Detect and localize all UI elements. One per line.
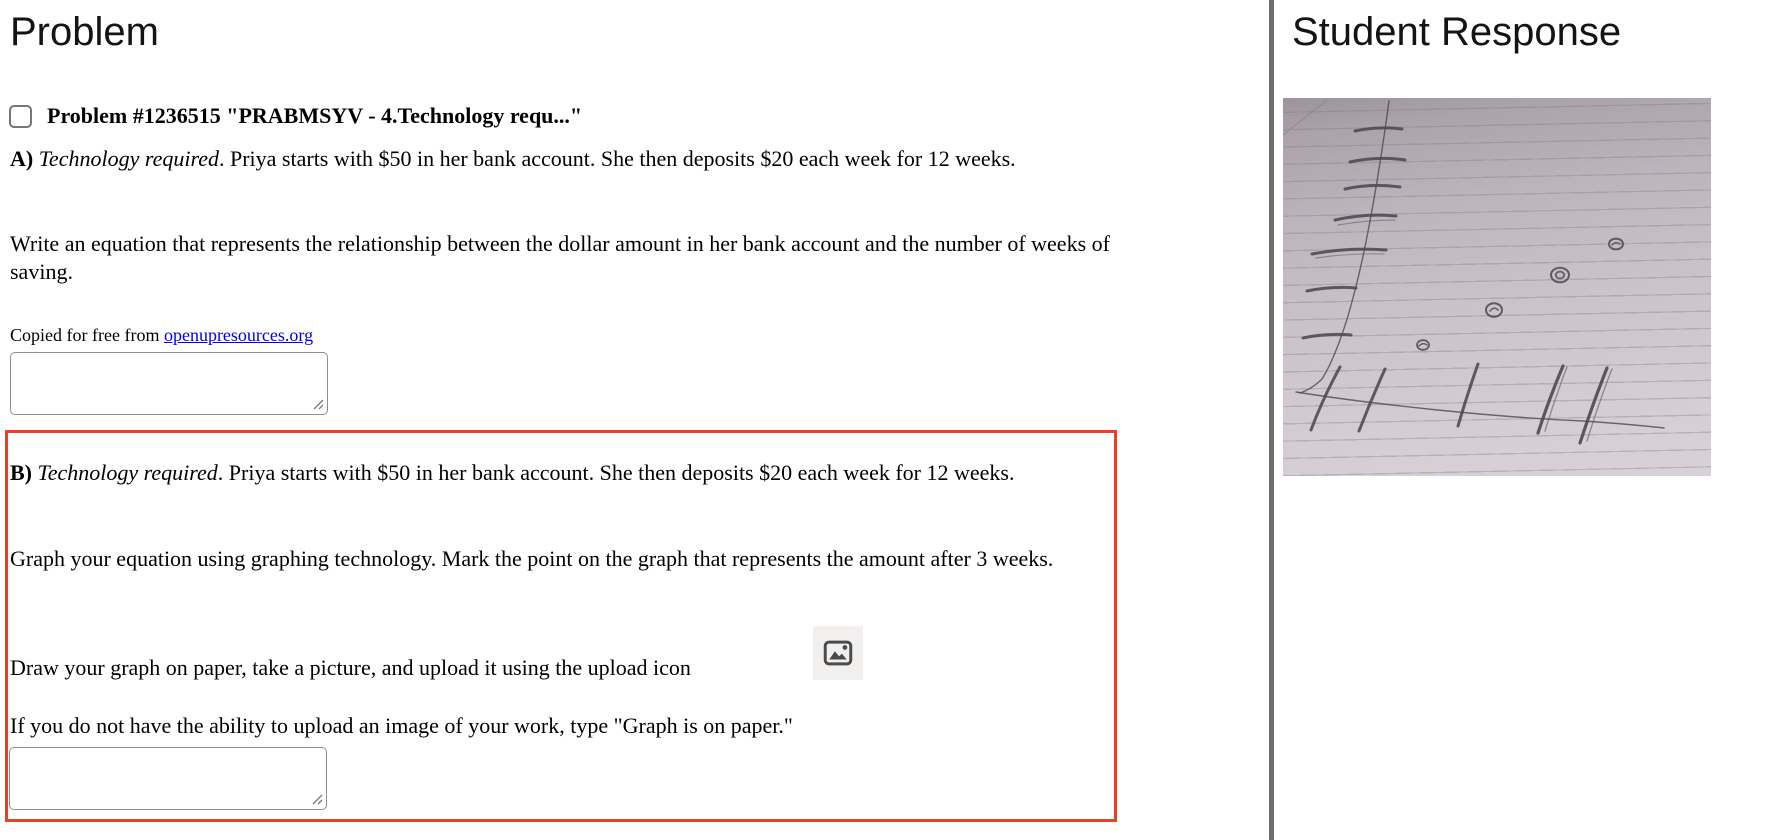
part-a-italic: Technology required	[38, 146, 219, 171]
response-panel-title: Student Response	[1292, 10, 1622, 54]
part-a-body: . Priya starts with $50 in her bank account. She then deposits $20 each week for 12 weeks.	[218, 146, 1016, 171]
image-upload-icon	[813, 626, 863, 680]
attribution-line	[10, 324, 313, 346]
problem-select-checkbox[interactable]	[9, 105, 32, 128]
part-b-fallback-prompt: If you do not have the ability to upload an image of your work, type "Graph is on paper."	[10, 713, 793, 738]
student-response-image[interactable]	[1283, 98, 1711, 476]
part-a-prompt: Write an equation that represents the relationship between the dollar amount in her bank account and the number of weeks of saving.	[10, 231, 1110, 284]
part-a-statement	[10, 145, 1110, 173]
part-a-answer-wrap	[10, 352, 328, 415]
part-a-answer-textarea[interactable]	[10, 352, 328, 415]
part-b-label: B)	[10, 460, 32, 485]
problem-number-title: Problem #1236515 "PRABMSYV - 4.Technology requ..."	[47, 103, 583, 128]
part-b-answer-wrap	[9, 747, 327, 810]
hand-drawn-graph	[1283, 98, 1711, 476]
attribution-text: Copied for free from	[10, 325, 160, 345]
part-b-body: . Priya starts with $50 in her bank account. She then deposits $20 each week for 12 weeks.	[217, 460, 1015, 485]
part-b-statement	[10, 459, 1095, 487]
part-b-graph-prompt: Graph your equation using graphing technology. Mark the point on the graph that represents the amount after 3 weeks.	[10, 546, 1054, 571]
panel-divider	[1269, 0, 1274, 840]
part-a-label: A)	[10, 146, 34, 171]
image-icon-glyph	[821, 636, 855, 670]
attribution-link[interactable]: openupresources.org	[163, 325, 314, 345]
problem-panel-title: Problem	[10, 10, 159, 54]
part-b-answer-textarea[interactable]	[9, 747, 327, 810]
part-b-italic: Technology required	[37, 460, 218, 485]
problem-header-row	[9, 103, 582, 129]
part-b-highlight-box	[5, 430, 1117, 822]
part-b-upload-prompt: Draw your graph on paper, take a picture, and upload it using the upload icon	[10, 655, 691, 680]
